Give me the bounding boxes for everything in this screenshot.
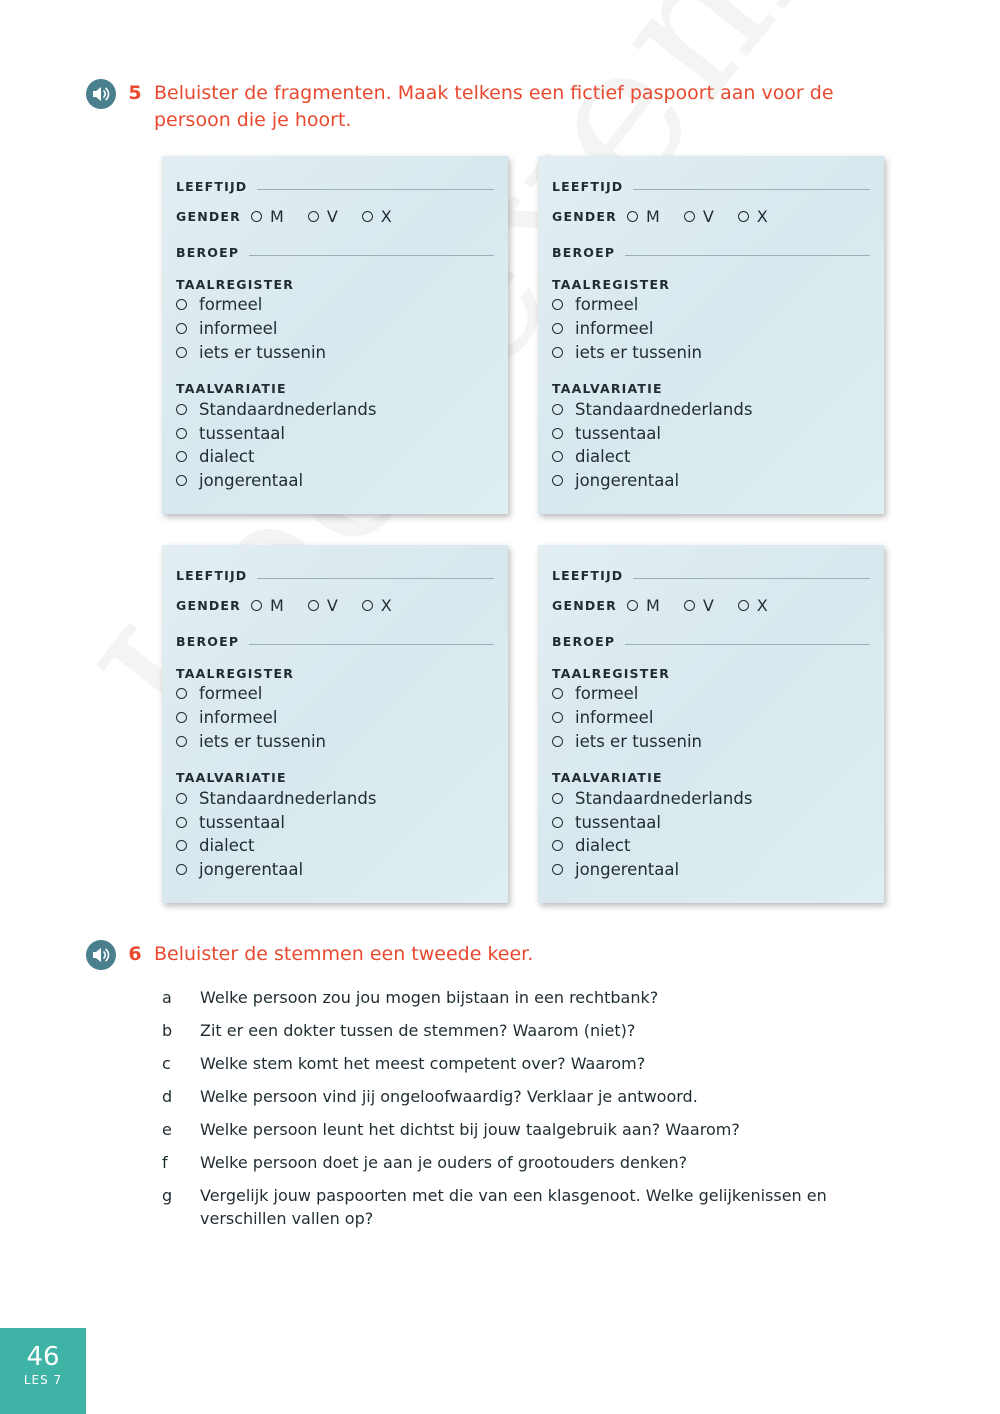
- variation-option[interactable]: [552, 397, 870, 421]
- gender-label: GENDER: [552, 208, 618, 224]
- variation-option[interactable]: [552, 421, 870, 445]
- variation-option[interactable]: [176, 810, 494, 834]
- register-section: [552, 664, 870, 753]
- gender-option-label: X: [380, 206, 392, 226]
- register-option-label: informeel: [199, 319, 278, 339]
- variation-option-label: jongerentaal: [199, 471, 304, 491]
- radio-circle-icon: [176, 347, 187, 358]
- age-label: LEEFTIJD: [552, 179, 624, 194]
- question-item: [162, 986, 842, 1009]
- variation-option-label: tussentaal: [199, 812, 286, 832]
- radio-circle-icon: [362, 600, 373, 611]
- register-option[interactable]: [176, 317, 494, 341]
- register-option-label: informeel: [199, 708, 278, 728]
- gender-label: GENDER: [176, 597, 242, 613]
- variation-option-label: jongerentaal: [575, 471, 680, 491]
- gender-option[interactable]: [251, 207, 284, 226]
- radio-circle-icon: [176, 736, 187, 747]
- gender-option[interactable]: [308, 596, 338, 615]
- register-option[interactable]: [176, 730, 494, 754]
- radio-circle-icon: [176, 817, 187, 828]
- question-item: [162, 1085, 842, 1108]
- variation-section: [176, 768, 494, 881]
- page-tab: [0, 1328, 86, 1414]
- radio-circle-icon: [738, 211, 749, 222]
- register-option[interactable]: [552, 682, 870, 706]
- gender-option[interactable]: [684, 207, 714, 226]
- radio-circle-icon: [176, 299, 187, 310]
- register-label: TAALREGISTER: [552, 665, 671, 681]
- radio-circle-icon: [552, 736, 563, 747]
- age-label: LEEFTIJD: [176, 568, 248, 583]
- register-option[interactable]: [176, 706, 494, 730]
- radio-circle-icon: [552, 451, 563, 462]
- age-input-line[interactable]: [633, 189, 870, 190]
- register-option[interactable]: [176, 293, 494, 317]
- gender-option-label: M: [270, 206, 284, 226]
- age-label: LEEFTIJD: [176, 179, 248, 194]
- radio-circle-icon: [552, 347, 563, 358]
- radio-circle-icon: [176, 404, 187, 415]
- register-option[interactable]: [552, 317, 870, 341]
- question-item: [162, 1118, 842, 1141]
- radio-circle-icon: [308, 600, 319, 611]
- lesson-label: LES 7: [23, 1373, 63, 1387]
- question-item: [162, 1184, 842, 1230]
- task-instruction: Beluister de stemmen een tweede keer.: [154, 943, 534, 965]
- gender-row: [176, 205, 494, 227]
- register-option-label: formeel: [575, 295, 639, 315]
- gender-option[interactable]: [362, 207, 392, 226]
- question-letter: d: [162, 1087, 173, 1106]
- age-row: [552, 561, 870, 583]
- variation-option[interactable]: [176, 469, 494, 493]
- radio-circle-icon: [251, 600, 262, 611]
- register-label: TAALREGISTER: [176, 665, 295, 681]
- job-label: BEROEP: [552, 245, 616, 260]
- gender-option[interactable]: [738, 596, 768, 615]
- register-option-label: iets er tussenin: [575, 731, 702, 751]
- radio-circle-icon: [552, 864, 563, 875]
- variation-option[interactable]: [176, 834, 494, 858]
- register-option-label: iets er tussenin: [199, 342, 326, 362]
- radio-circle-icon: [552, 817, 563, 828]
- question-item: [162, 1019, 842, 1042]
- radio-circle-icon: [684, 211, 695, 222]
- gender-row: [552, 205, 870, 227]
- register-option[interactable]: [552, 293, 870, 317]
- job-label: BEROEP: [552, 634, 616, 649]
- radio-circle-icon: [552, 428, 563, 439]
- variation-option-label: Standaardnederlands: [575, 399, 753, 419]
- gender-label: GENDER: [552, 597, 618, 613]
- variation-option[interactable]: [176, 445, 494, 469]
- radio-circle-icon: [362, 211, 373, 222]
- passport-card: [538, 156, 884, 514]
- job-input-line[interactable]: [249, 644, 494, 645]
- variation-option-label: tussentaal: [575, 423, 662, 443]
- radio-circle-icon: [738, 600, 749, 611]
- radio-circle-icon: [176, 451, 187, 462]
- register-option[interactable]: [552, 730, 870, 754]
- variation-label: TAALVARIATIE: [176, 380, 287, 396]
- question-letter: f: [162, 1153, 168, 1172]
- question-text: Welke persoon vind jij ongeloofwaardig? Verklaar je antwoord.: [200, 1087, 698, 1106]
- gender-option-label: X: [756, 206, 768, 226]
- radio-circle-icon: [552, 688, 563, 699]
- question-letter: g: [162, 1186, 173, 1205]
- age-label: LEEFTIJD: [552, 568, 624, 583]
- radio-circle-icon: [176, 864, 187, 875]
- register-option-label: formeel: [199, 684, 263, 704]
- register-option-label: informeel: [575, 708, 654, 728]
- register-option-label: iets er tussenin: [199, 731, 326, 751]
- variation-section: [552, 768, 870, 881]
- register-option-label: formeel: [199, 295, 263, 315]
- radio-circle-icon: [552, 793, 563, 804]
- register-section: [552, 275, 870, 364]
- gender-option-label: M: [270, 595, 284, 615]
- radio-circle-icon: [308, 211, 319, 222]
- job-label: BEROEP: [176, 634, 240, 649]
- task-6-heading: [86, 941, 834, 970]
- age-input-line[interactable]: [257, 189, 494, 190]
- gender-option-label: X: [756, 595, 768, 615]
- radio-circle-icon: [627, 600, 638, 611]
- variation-option-label: dialect: [575, 836, 631, 856]
- speaker-icon[interactable]: [86, 940, 116, 970]
- task-number: 6: [128, 943, 142, 965]
- gender-option[interactable]: [362, 596, 392, 615]
- question-list: [162, 986, 842, 1240]
- task-5-heading: [86, 80, 834, 134]
- radio-circle-icon: [176, 793, 187, 804]
- radio-circle-icon: [176, 428, 187, 439]
- job-input-line[interactable]: [625, 644, 870, 645]
- radio-circle-icon: [176, 712, 187, 723]
- variation-option-label: dialect: [199, 836, 255, 856]
- job-label: BEROEP: [176, 245, 240, 260]
- radio-circle-icon: [552, 404, 563, 415]
- variation-label: TAALVARIATIE: [552, 380, 663, 396]
- gender-option-label: M: [646, 206, 660, 226]
- gender-option[interactable]: [308, 207, 338, 226]
- question-letter: e: [162, 1120, 172, 1139]
- task-instruction: Beluister de fragmenten. Maak telkens een fictief paspoort aan voor de persoon die je hoort.: [154, 82, 834, 131]
- question-text: Welke persoon doet je aan je ouders of grootouders denken?: [200, 1153, 688, 1172]
- question-item: [162, 1052, 842, 1075]
- radio-circle-icon: [552, 712, 563, 723]
- gender-row: [552, 594, 870, 616]
- variation-option[interactable]: [176, 858, 494, 882]
- radio-circle-icon: [552, 840, 563, 851]
- variation-section: [176, 379, 494, 492]
- gender-option[interactable]: [738, 207, 768, 226]
- question-text: Welke persoon leunt het dichtst bij jouw taalgebruik aan? Waarom?: [200, 1120, 740, 1139]
- variation-option-label: Standaardnederlands: [575, 788, 753, 808]
- gender-option-label: X: [380, 595, 392, 615]
- variation-option[interactable]: [176, 397, 494, 421]
- task-number: 5: [128, 82, 142, 104]
- job-input-line[interactable]: [625, 255, 870, 256]
- radio-circle-icon: [627, 211, 638, 222]
- age-row: [552, 172, 870, 194]
- variation-option[interactable]: [176, 421, 494, 445]
- age-row: [176, 561, 494, 583]
- variation-option-label: jongerentaal: [575, 860, 680, 880]
- job-row: [552, 627, 870, 649]
- gender-option-label: V: [326, 206, 338, 226]
- variation-label: TAALVARIATIE: [176, 769, 287, 785]
- passport-card: [162, 545, 508, 903]
- variation-section: [552, 379, 870, 492]
- register-option[interactable]: [552, 706, 870, 730]
- register-option-label: formeel: [575, 684, 639, 704]
- register-option[interactable]: [176, 682, 494, 706]
- gender-option[interactable]: [684, 596, 714, 615]
- variation-option-label: jongerentaal: [199, 860, 304, 880]
- age-row: [176, 172, 494, 194]
- variation-option[interactable]: [552, 834, 870, 858]
- register-option[interactable]: [176, 341, 494, 365]
- register-section: [176, 275, 494, 364]
- radio-circle-icon: [176, 475, 187, 486]
- age-input-line[interactable]: [257, 578, 494, 579]
- gender-option[interactable]: [627, 207, 660, 226]
- variation-option-label: dialect: [575, 447, 631, 467]
- gender-option-label: V: [326, 595, 338, 615]
- question-text: Vergelijk jouw paspoorten met die van een klasgenoot. Welke gelijkenissen en verschillen vallen op?: [200, 1186, 827, 1228]
- register-section: [176, 664, 494, 753]
- gender-option-label: V: [702, 595, 714, 615]
- job-row: [176, 238, 494, 260]
- variation-option-label: dialect: [199, 447, 255, 467]
- question-text: Welke persoon zou jou mogen bijstaan in een rechtbank?: [200, 988, 659, 1007]
- variation-option[interactable]: [552, 469, 870, 493]
- age-input-line[interactable]: [633, 578, 870, 579]
- question-item: [162, 1151, 842, 1174]
- page-number: 46: [26, 1342, 60, 1372]
- passport-card: [162, 156, 508, 514]
- job-input-line[interactable]: [249, 255, 494, 256]
- register-label: TAALREGISTER: [552, 276, 671, 292]
- job-row: [176, 627, 494, 649]
- variation-option[interactable]: [552, 810, 870, 834]
- radio-circle-icon: [552, 323, 563, 334]
- variation-option[interactable]: [552, 445, 870, 469]
- register-option-label: iets er tussenin: [575, 342, 702, 362]
- passport-card: [538, 545, 884, 903]
- radio-circle-icon: [251, 211, 262, 222]
- gender-option[interactable]: [627, 596, 660, 615]
- gender-row: [176, 594, 494, 616]
- radio-circle-icon: [552, 299, 563, 310]
- job-row: [552, 238, 870, 260]
- question-letter: c: [162, 1054, 171, 1073]
- register-option-label: informeel: [575, 319, 654, 339]
- variation-option[interactable]: [552, 786, 870, 810]
- radio-circle-icon: [176, 840, 187, 851]
- gender-option-label: V: [702, 206, 714, 226]
- question-letter: a: [162, 988, 172, 1007]
- variation-option-label: Standaardnederlands: [199, 788, 377, 808]
- question-text: Welke stem komt het meest competent over? Waarom?: [200, 1054, 646, 1073]
- variation-label: TAALVARIATIE: [552, 769, 663, 785]
- register-label: TAALREGISTER: [176, 276, 295, 292]
- gender-label: GENDER: [176, 208, 242, 224]
- variation-option-label: tussentaal: [575, 812, 662, 832]
- radio-circle-icon: [176, 323, 187, 334]
- variation-option[interactable]: [552, 858, 870, 882]
- question-text: Zit er een dokter tussen de stemmen? Waarom (niet)?: [200, 1021, 636, 1040]
- radio-circle-icon: [176, 688, 187, 699]
- variation-option-label: tussentaal: [199, 423, 286, 443]
- gender-option-label: M: [646, 595, 660, 615]
- radio-circle-icon: [552, 475, 563, 486]
- radio-circle-icon: [684, 600, 695, 611]
- question-letter: b: [162, 1021, 173, 1040]
- speaker-icon[interactable]: [86, 79, 116, 109]
- gender-option[interactable]: [251, 596, 284, 615]
- variation-option-label: Standaardnederlands: [199, 399, 377, 419]
- register-option[interactable]: [552, 341, 870, 365]
- variation-option[interactable]: [176, 786, 494, 810]
